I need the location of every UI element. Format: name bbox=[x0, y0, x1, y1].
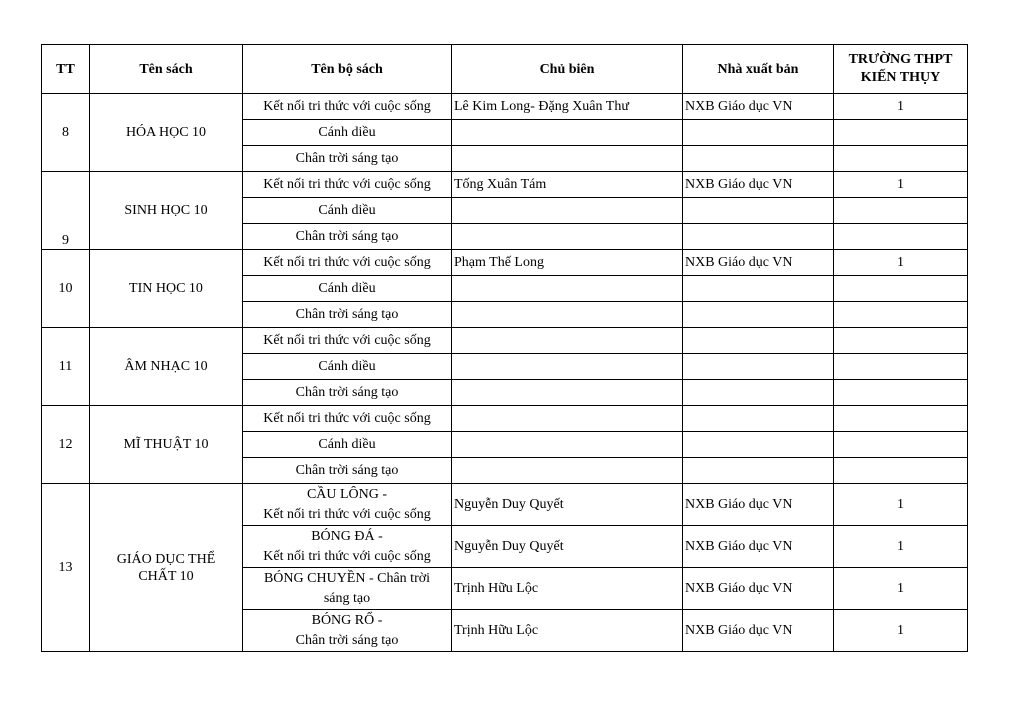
cell-tt: 8 bbox=[42, 94, 90, 172]
cell-series: BÓNG ĐÁ - Kết nối tri thức với cuộc sống bbox=[243, 526, 452, 568]
textbook-table bbox=[41, 44, 968, 652]
cell-editor bbox=[452, 146, 683, 172]
cell-publisher bbox=[683, 328, 834, 354]
cell-count: 1 bbox=[834, 484, 968, 526]
cell-publisher bbox=[683, 276, 834, 302]
cell-count bbox=[834, 146, 968, 172]
table-row bbox=[42, 484, 968, 526]
cell-editor bbox=[452, 406, 683, 432]
cell-editor bbox=[452, 198, 683, 224]
cell-publisher bbox=[683, 458, 834, 484]
cell-publisher: NXB Giáo dục VN bbox=[683, 94, 834, 120]
cell-series: CẦU LÔNG - Kết nối tri thức với cuộc sống bbox=[243, 484, 452, 526]
cell-editor bbox=[452, 458, 683, 484]
cell-editor: Nguyễn Duy Quyết bbox=[452, 526, 683, 568]
cell-editor: Trịnh Hữu Lộc bbox=[452, 610, 683, 652]
cell-publisher bbox=[683, 432, 834, 458]
cell-publisher: NXB Giáo dục VN bbox=[683, 172, 834, 198]
cell-series: Chân trời sáng tạo bbox=[243, 224, 452, 250]
cell-tt: 10 bbox=[42, 250, 90, 328]
cell-series: Cánh diều bbox=[243, 432, 452, 458]
table-row bbox=[42, 328, 968, 354]
cell-count: 1 bbox=[834, 610, 968, 652]
cell-count: 1 bbox=[834, 568, 968, 610]
cell-editor: Trịnh Hữu Lộc bbox=[452, 568, 683, 610]
cell-publisher: NXB Giáo dục VN bbox=[683, 568, 834, 610]
cell-series: Kết nối tri thức với cuộc sống bbox=[243, 250, 452, 276]
cell-publisher bbox=[683, 354, 834, 380]
cell-count bbox=[834, 406, 968, 432]
cell-tt: 11 bbox=[42, 328, 90, 406]
cell-series: BÓNG CHUYỀN - Chân trời sáng tạo bbox=[243, 568, 452, 610]
cell-series: Chân trời sáng tạo bbox=[243, 146, 452, 172]
cell-tt: 12 bbox=[42, 406, 90, 484]
cell-publisher bbox=[683, 224, 834, 250]
cell-editor bbox=[452, 380, 683, 406]
cell-editor bbox=[452, 224, 683, 250]
cell-publisher: NXB Giáo dục VN bbox=[683, 484, 834, 526]
cell-count bbox=[834, 276, 968, 302]
cell-book-name: TIN HỌC 10 bbox=[90, 250, 243, 328]
table-row bbox=[42, 250, 968, 276]
cell-editor: Phạm Thế Long bbox=[452, 250, 683, 276]
table-row bbox=[42, 172, 968, 198]
cell-book-name: GIÁO DỤC THỂ CHẤT 10 bbox=[90, 484, 243, 652]
cell-book-name: SINH HỌC 10 bbox=[90, 172, 243, 250]
cell-editor: Tống Xuân Tám bbox=[452, 172, 683, 198]
cell-count bbox=[834, 120, 968, 146]
cell-series: Kết nối tri thức với cuộc sống bbox=[243, 406, 452, 432]
cell-editor bbox=[452, 120, 683, 146]
cell-tt: 9 bbox=[42, 172, 90, 250]
table-row bbox=[42, 406, 968, 432]
cell-publisher: NXB Giáo dục VN bbox=[683, 250, 834, 276]
cell-publisher bbox=[683, 146, 834, 172]
cell-count bbox=[834, 198, 968, 224]
table-row bbox=[42, 94, 968, 120]
cell-editor bbox=[452, 276, 683, 302]
cell-series: Cánh diều bbox=[243, 120, 452, 146]
cell-series: Cánh diều bbox=[243, 198, 452, 224]
cell-count bbox=[834, 224, 968, 250]
cell-book-name: HÓA HỌC 10 bbox=[90, 94, 243, 172]
cell-series: Kết nối tri thức với cuộc sống bbox=[243, 172, 452, 198]
header-book-name: Tên sách bbox=[90, 45, 243, 94]
cell-count bbox=[834, 380, 968, 406]
table-body bbox=[42, 94, 968, 652]
header-tt: TT bbox=[42, 45, 90, 94]
cell-count: 1 bbox=[834, 526, 968, 568]
cell-count: 1 bbox=[834, 172, 968, 198]
cell-editor: Nguyễn Duy Quyết bbox=[452, 484, 683, 526]
cell-editor bbox=[452, 432, 683, 458]
cell-publisher bbox=[683, 302, 834, 328]
cell-series: Cánh diều bbox=[243, 276, 452, 302]
cell-publisher bbox=[683, 380, 834, 406]
cell-count bbox=[834, 354, 968, 380]
header-series-name: Tên bộ sách bbox=[243, 45, 452, 94]
cell-publisher bbox=[683, 198, 834, 224]
cell-series: Chân trời sáng tạo bbox=[243, 380, 452, 406]
cell-count bbox=[834, 432, 968, 458]
cell-count bbox=[834, 328, 968, 354]
cell-editor bbox=[452, 354, 683, 380]
cell-tt: 13 bbox=[42, 484, 90, 652]
table-header-row bbox=[42, 45, 968, 94]
cell-count: 1 bbox=[834, 94, 968, 120]
cell-publisher bbox=[683, 120, 834, 146]
cell-publisher bbox=[683, 406, 834, 432]
cell-count bbox=[834, 458, 968, 484]
cell-publisher: NXB Giáo dục VN bbox=[683, 610, 834, 652]
cell-editor bbox=[452, 302, 683, 328]
cell-series: Cánh diều bbox=[243, 354, 452, 380]
cell-editor: Lê Kim Long- Đặng Xuân Thư bbox=[452, 94, 683, 120]
cell-series: Chân trời sáng tạo bbox=[243, 302, 452, 328]
cell-series: Chân trời sáng tạo bbox=[243, 458, 452, 484]
header-publisher: Nhà xuất bản bbox=[683, 45, 834, 94]
cell-editor bbox=[452, 328, 683, 354]
cell-series: Kết nối tri thức với cuộc sống bbox=[243, 328, 452, 354]
cell-publisher: NXB Giáo dục VN bbox=[683, 526, 834, 568]
cell-series: BÓNG RỔ - Chân trời sáng tạo bbox=[243, 610, 452, 652]
cell-book-name: ÂM NHẠC 10 bbox=[90, 328, 243, 406]
cell-count: 1 bbox=[834, 250, 968, 276]
cell-book-name: MĨ THUẬT 10 bbox=[90, 406, 243, 484]
header-school: TRƯỜNG THPT KIẾN THỤY bbox=[834, 45, 968, 94]
cell-series: Kết nối tri thức với cuộc sống bbox=[243, 94, 452, 120]
header-editor: Chủ biên bbox=[452, 45, 683, 94]
cell-count bbox=[834, 302, 968, 328]
